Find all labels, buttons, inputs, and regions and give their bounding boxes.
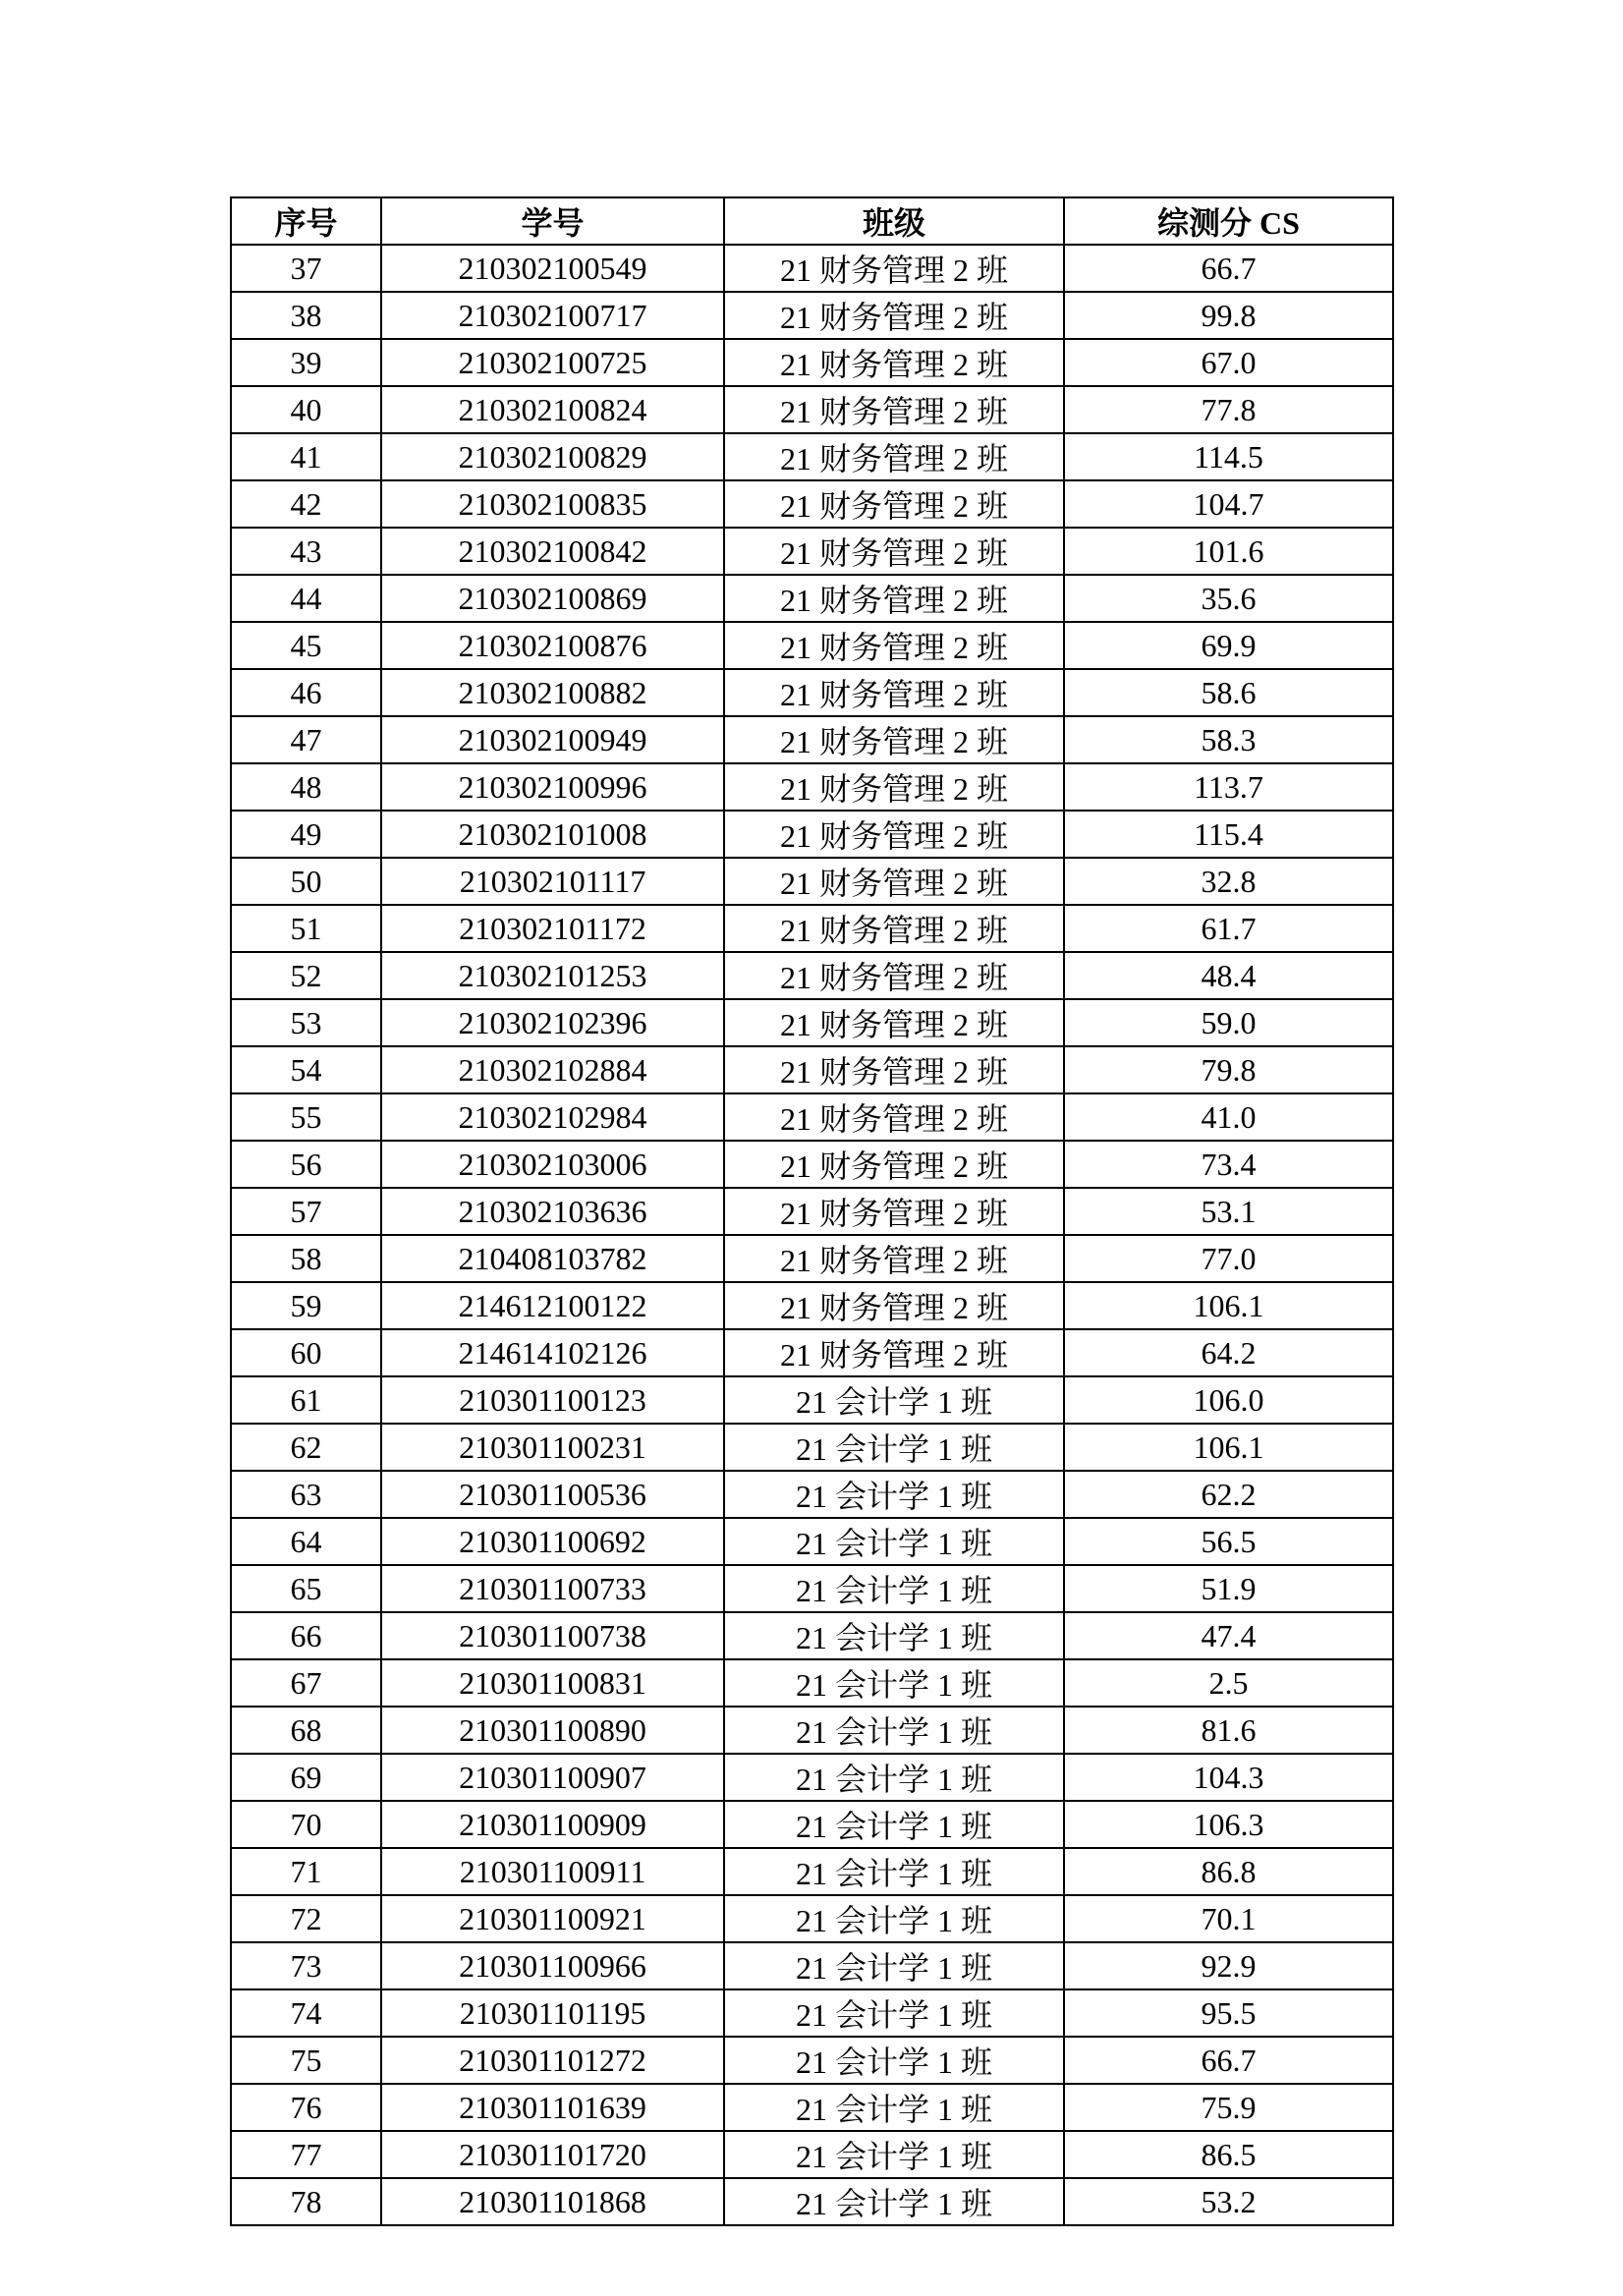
cell-student-id: 210301100738 [381,1612,724,1659]
table-row [231,1754,1393,1801]
cell-class: 21 会计学 1 班 [724,1895,1064,1942]
cell-student-id: 210301100733 [381,1565,724,1612]
cell-index: 68 [231,1707,381,1754]
cell-class: 21 财务管理 2 班 [724,575,1064,622]
cell-class: 21 会计学 1 班 [724,1424,1064,1471]
cell-score: 106.0 [1064,1376,1393,1424]
cell-student-id: 210302100996 [381,763,724,811]
cell-student-id: 210301100890 [381,1707,724,1754]
cell-class: 21 财务管理 2 班 [724,433,1064,480]
cell-student-id: 210302100869 [381,575,724,622]
cell-score: 115.4 [1064,811,1393,858]
table-row [231,433,1393,480]
cell-score: 58.3 [1064,716,1393,763]
cell-score: 104.7 [1064,480,1393,528]
cell-student-id: 210302101008 [381,811,724,858]
table-row [231,528,1393,575]
header-class: 班级 [724,197,1064,245]
table-header [231,197,1393,245]
cell-student-id: 210302101253 [381,952,724,999]
cell-index: 74 [231,1989,381,2037]
cell-score: 62.2 [1064,1471,1393,1518]
header-row [231,197,1393,245]
table-row [231,1801,1393,1848]
cell-class: 21 财务管理 2 班 [724,292,1064,339]
table-row [231,811,1393,858]
cell-student-id: 210301101195 [381,1989,724,2037]
cell-score: 75.9 [1064,2084,1393,2131]
cell-index: 48 [231,763,381,811]
cell-student-id: 210302100842 [381,528,724,575]
cell-score: 53.2 [1064,2178,1393,2225]
table-row [231,1895,1393,1942]
table-row [231,2178,1393,2225]
cell-student-id: 210302100876 [381,622,724,669]
cell-score: 106.1 [1064,1282,1393,1329]
cell-student-id: 210302100829 [381,433,724,480]
cell-student-id: 210302100824 [381,386,724,433]
cell-student-id: 210302100717 [381,292,724,339]
table-body [231,245,1393,2225]
cell-score: 77.0 [1064,1235,1393,1282]
cell-class: 21 财务管理 2 班 [724,1141,1064,1188]
cell-class: 21 会计学 1 班 [724,1612,1064,1659]
cell-score: 35.6 [1064,575,1393,622]
cell-index: 46 [231,669,381,716]
cell-index: 40 [231,386,381,433]
table-row [231,1235,1393,1282]
cell-index: 44 [231,575,381,622]
cell-class: 21 会计学 1 班 [724,1848,1064,1895]
cell-index: 71 [231,1848,381,1895]
header-student-id: 学号 [381,197,724,245]
table-row [231,1942,1393,1989]
cell-index: 47 [231,716,381,763]
cell-index: 63 [231,1471,381,1518]
cell-class: 21 会计学 1 班 [724,1801,1064,1848]
cell-class: 21 财务管理 2 班 [724,1329,1064,1376]
cell-index: 53 [231,999,381,1046]
table-row [231,1188,1393,1235]
cell-class: 21 财务管理 2 班 [724,339,1064,386]
table-row [231,1046,1393,1093]
cell-score: 58.6 [1064,669,1393,716]
cell-score: 61.7 [1064,905,1393,952]
cell-student-id: 210408103782 [381,1235,724,1282]
cell-index: 64 [231,1518,381,1565]
cell-class: 21 财务管理 2 班 [724,1046,1064,1093]
cell-score: 32.8 [1064,858,1393,905]
cell-index: 69 [231,1754,381,1801]
cell-index: 61 [231,1376,381,1424]
cell-score: 79.8 [1064,1046,1393,1093]
cell-score: 66.7 [1064,2037,1393,2084]
cell-student-id: 210302102884 [381,1046,724,1093]
table-row [231,1612,1393,1659]
cell-score: 106.1 [1064,1424,1393,1471]
cell-index: 43 [231,528,381,575]
table-row [231,575,1393,622]
cell-score: 104.3 [1064,1754,1393,1801]
cell-index: 65 [231,1565,381,1612]
cell-index: 45 [231,622,381,669]
table-row [231,2084,1393,2131]
cell-class: 21 财务管理 2 班 [724,1188,1064,1235]
cell-class: 21 会计学 1 班 [724,2084,1064,2131]
cell-index: 77 [231,2131,381,2178]
cell-score: 47.4 [1064,1612,1393,1659]
cell-student-id: 210301100123 [381,1376,724,1424]
cell-score: 64.2 [1064,1329,1393,1376]
cell-index: 55 [231,1093,381,1141]
cell-class: 21 财务管理 2 班 [724,1282,1064,1329]
cell-student-id: 210301100909 [381,1801,724,1848]
cell-score: 81.6 [1064,1707,1393,1754]
cell-class: 21 财务管理 2 班 [724,528,1064,575]
cell-class: 21 财务管理 2 班 [724,622,1064,669]
cell-class: 21 会计学 1 班 [724,1754,1064,1801]
cell-student-id: 210302100949 [381,716,724,763]
cell-student-id: 210301100831 [381,1659,724,1707]
cell-index: 54 [231,1046,381,1093]
cell-class: 21 财务管理 2 班 [724,716,1064,763]
table-row [231,1848,1393,1895]
table-row [231,480,1393,528]
cell-score: 86.5 [1064,2131,1393,2178]
cell-student-id: 210301100907 [381,1754,724,1801]
cell-class: 21 会计学 1 班 [724,1942,1064,1989]
cell-student-id: 210302102984 [381,1093,724,1141]
cell-index: 42 [231,480,381,528]
scores-table [230,196,1394,2226]
cell-score: 56.5 [1064,1518,1393,1565]
cell-student-id: 210301101639 [381,2084,724,2131]
cell-score: 92.9 [1064,1942,1393,1989]
cell-index: 59 [231,1282,381,1329]
cell-score: 99.8 [1064,292,1393,339]
cell-index: 57 [231,1188,381,1235]
cell-index: 52 [231,952,381,999]
cell-index: 67 [231,1659,381,1707]
cell-class: 21 会计学 1 班 [724,1518,1064,1565]
table-row [231,1424,1393,1471]
cell-index: 58 [231,1235,381,1282]
cell-class: 21 财务管理 2 班 [724,669,1064,716]
table-row [231,763,1393,811]
cell-class: 21 会计学 1 班 [724,1565,1064,1612]
cell-score: 48.4 [1064,952,1393,999]
table-row [231,339,1393,386]
cell-index: 72 [231,1895,381,1942]
cell-student-id: 214612100122 [381,1282,724,1329]
cell-index: 37 [231,245,381,292]
cell-class: 21 财务管理 2 班 [724,245,1064,292]
cell-student-id: 210301100966 [381,1942,724,1989]
cell-score: 86.8 [1064,1848,1393,1895]
cell-student-id: 210302101117 [381,858,724,905]
cell-class: 21 财务管理 2 班 [724,811,1064,858]
cell-class: 21 财务管理 2 班 [724,480,1064,528]
cell-score: 53.1 [1064,1188,1393,1235]
cell-student-id: 210301100536 [381,1471,724,1518]
table-row [231,669,1393,716]
cell-index: 70 [231,1801,381,1848]
header-index: 序号 [231,197,381,245]
cell-score: 73.4 [1064,1141,1393,1188]
cell-student-id: 210302102396 [381,999,724,1046]
table-row [231,2037,1393,2084]
table-row [231,1282,1393,1329]
table-row [231,622,1393,669]
cell-index: 49 [231,811,381,858]
cell-student-id: 210302103006 [381,1141,724,1188]
cell-score: 2.5 [1064,1659,1393,1707]
table-row [231,1989,1393,2037]
table-row [231,1659,1393,1707]
table-row [231,1329,1393,1376]
cell-index: 50 [231,858,381,905]
cell-score: 114.5 [1064,433,1393,480]
cell-student-id: 210302100882 [381,669,724,716]
cell-score: 67.0 [1064,339,1393,386]
table-row [231,716,1393,763]
cell-index: 78 [231,2178,381,2225]
cell-student-id: 210301100921 [381,1895,724,1942]
cell-class: 21 会计学 1 班 [724,1376,1064,1424]
table-row [231,245,1393,292]
cell-student-id: 210301101868 [381,2178,724,2225]
cell-class: 21 会计学 1 班 [724,1989,1064,2037]
table-row [231,1093,1393,1141]
table-row [231,1707,1393,1754]
cell-student-id: 214614102126 [381,1329,724,1376]
cell-score: 70.1 [1064,1895,1393,1942]
cell-student-id: 210301100911 [381,1848,724,1895]
cell-index: 76 [231,2084,381,2131]
table-row [231,1565,1393,1612]
cell-index: 73 [231,1942,381,1989]
cell-student-id: 210302100549 [381,245,724,292]
table-row [231,2131,1393,2178]
table-row [231,386,1393,433]
cell-class: 21 财务管理 2 班 [724,999,1064,1046]
cell-student-id: 210301100231 [381,1424,724,1471]
table-row [231,1518,1393,1565]
cell-class: 21 财务管理 2 班 [724,1093,1064,1141]
cell-student-id: 210302101172 [381,905,724,952]
cell-student-id: 210302100725 [381,339,724,386]
cell-score: 41.0 [1064,1093,1393,1141]
cell-class: 21 会计学 1 班 [724,1707,1064,1754]
cell-score: 51.9 [1064,1565,1393,1612]
cell-score: 66.7 [1064,245,1393,292]
cell-class: 21 会计学 1 班 [724,2178,1064,2225]
cell-class: 21 财务管理 2 班 [724,763,1064,811]
cell-class: 21 会计学 1 班 [724,1471,1064,1518]
cell-index: 38 [231,292,381,339]
cell-score: 95.5 [1064,1989,1393,2037]
table-row [231,1471,1393,1518]
cell-index: 66 [231,1612,381,1659]
cell-score: 106.3 [1064,1801,1393,1848]
cell-class: 21 财务管理 2 班 [724,1235,1064,1282]
cell-index: 39 [231,339,381,386]
cell-class: 21 财务管理 2 班 [724,858,1064,905]
table-row [231,952,1393,999]
table-row [231,999,1393,1046]
cell-student-id: 210302103636 [381,1188,724,1235]
table-row [231,292,1393,339]
cell-score: 59.0 [1064,999,1393,1046]
cell-index: 56 [231,1141,381,1188]
cell-class: 21 会计学 1 班 [724,2131,1064,2178]
cell-class: 21 财务管理 2 班 [724,952,1064,999]
table-row [231,858,1393,905]
cell-class: 21 会计学 1 班 [724,1659,1064,1707]
cell-student-id: 210302100835 [381,480,724,528]
cell-class: 21 会计学 1 班 [724,2037,1064,2084]
table-row [231,1141,1393,1188]
cell-index: 41 [231,433,381,480]
cell-class: 21 财务管理 2 班 [724,905,1064,952]
cell-score: 113.7 [1064,763,1393,811]
cell-score: 101.6 [1064,528,1393,575]
cell-index: 51 [231,905,381,952]
cell-index: 62 [231,1424,381,1471]
cell-score: 69.9 [1064,622,1393,669]
cell-score: 77.8 [1064,386,1393,433]
cell-index: 75 [231,2037,381,2084]
cell-student-id: 210301101720 [381,2131,724,2178]
header-score: 综测分 CS [1064,197,1393,245]
cell-index: 60 [231,1329,381,1376]
cell-student-id: 210301101272 [381,2037,724,2084]
cell-class: 21 财务管理 2 班 [724,386,1064,433]
cell-student-id: 210301100692 [381,1518,724,1565]
table-row [231,905,1393,952]
table-row [231,1376,1393,1424]
